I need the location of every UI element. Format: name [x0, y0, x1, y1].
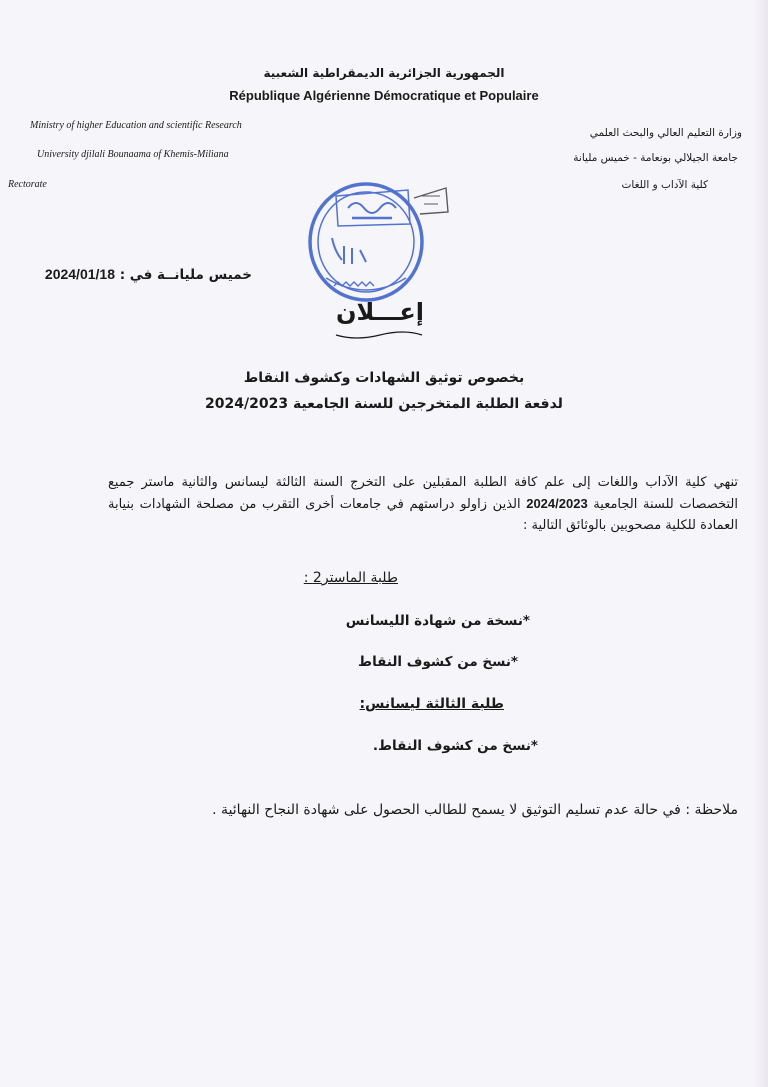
right-header-university: جامعة الجيلالي بونعامة - خميس مليانة — [573, 152, 738, 164]
licence-item-transcripts: *نسخ من كشوف النقاط. — [372, 738, 538, 754]
official-stamp-icon — [296, 168, 466, 318]
body-part-2: الذين زاولو دراستهم في جامعات أخرى التقرب من مصلحة الشهادات بنيابة العمادة للكلية مصحوبين بالوثائق التالية : — [108, 497, 738, 533]
footer-note: ملاحظة : في حالة عدم تسليم التوثيق لا يسمح للطالب الحصول على شهادة النجاح النهائية . — [212, 802, 738, 818]
left-header-rectorate: Rectorate — [8, 179, 47, 190]
date-label: خميس مليانــة في : — [119, 267, 252, 283]
left-header-ministry: Ministry of higher Education and scientific Research — [30, 120, 242, 131]
subject-line-2: لدفعة الطلبة المتخرجين للسنة الجامعية 2024/2023 — [205, 396, 563, 412]
date-value: 2024/01/18 — [44, 266, 115, 282]
announcement-date — [32, 266, 252, 283]
page-title: إعـــلان — [336, 298, 424, 326]
body-paragraph — [108, 472, 738, 536]
header-french-title: République Algérienne Démocratique et Populaire — [229, 88, 539, 103]
title-underline-flourish — [334, 330, 424, 340]
subject-line-1: بخصوص توثيق الشهادات وكشوف النقاط — [243, 370, 525, 386]
body-year: 2024/2023 — [526, 496, 588, 511]
right-header-faculty: كلية الآداب و اللغات — [621, 179, 708, 191]
licence-section-heading: طلبة الثالثة ليسانس: — [359, 696, 504, 712]
right-header-ministry: وزارة التعليم العالي والبحث العلمي — [589, 127, 742, 139]
left-header-university: University djilali Bounaama of Khemis-Miliana — [37, 149, 229, 160]
paper-edge-shadow — [754, 0, 768, 1087]
master-item-licence-certificate: *نسخة من شهادة الليسانس — [345, 613, 530, 629]
master-item-transcripts: *نسخ من كشوف النقاط — [358, 654, 518, 670]
header-arabic-title: الجمهورية الجزائرية الديمقراطية الشعبية — [263, 66, 505, 80]
master-section-heading: طلبة الماستر2 : — [303, 570, 398, 586]
body-part-1: تنهي كلية الآداب واللغات إلى علم كافة الطلبة المقبلين على التخرج السنة الثالثة ليسانس والثانية ماستر جميع التخصصات للسنة الجامعية — [108, 475, 738, 512]
